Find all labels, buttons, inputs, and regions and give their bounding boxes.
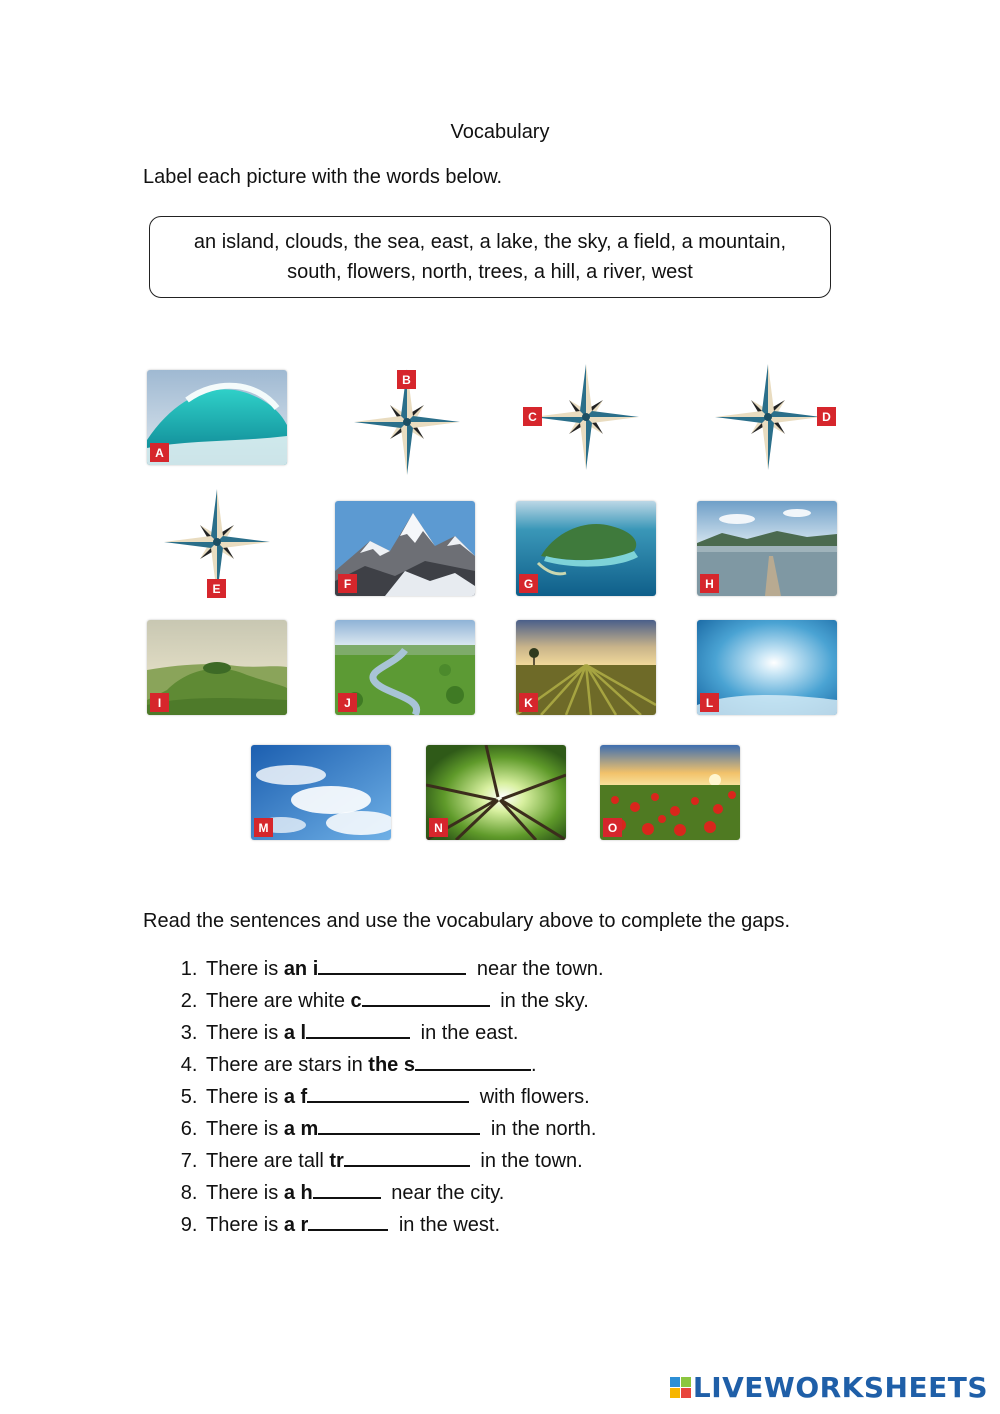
label-tag: O [603,818,622,837]
gap-blank[interactable] [318,1113,480,1135]
label-tag: J [338,693,357,712]
label-tag: E [207,579,226,598]
hint: c [350,990,362,1012]
sentence-8: 8. There is a h near the city. [203,1177,604,1209]
picture-j-river [335,620,475,715]
picture-o-flowers [600,745,740,840]
sentence-6: 6. There is a m in the north. [203,1113,604,1145]
logo-squares-icon [670,1377,691,1398]
picture-i-hill [147,620,287,715]
label-tag: H [700,574,719,593]
label-tag: N [429,818,448,837]
gaps-instruction: Read the sentences and use the vocabulary above to complete the gaps. [143,910,791,932]
word-bank [149,216,831,298]
sentence-4: 4. There are stars in the s . [203,1049,604,1081]
picture-h-lake [697,501,837,596]
compass-rose-icon [531,362,641,472]
picture-g-island [516,501,656,596]
label-tag: C [523,407,542,426]
label-tag: F [338,574,357,593]
label-tag: A [150,443,169,462]
label-tag: L [700,693,719,712]
hint: a r [283,1214,309,1236]
gap-blank[interactable] [344,1145,470,1167]
hint: a h [283,1182,313,1204]
liveworksheets-logo [670,1371,988,1404]
hint: a l [283,1022,307,1044]
compass-e-south [162,487,272,597]
gap-blank[interactable] [307,1081,469,1103]
label-tag: D [817,407,836,426]
sentence-9: 9. There is a r in the west. [203,1209,604,1241]
picture-l-sky [697,620,837,715]
hint: tr [329,1150,344,1172]
sentence-5: 5. There is a f with flowers. [203,1081,604,1113]
gap-blank[interactable] [313,1177,381,1199]
picture-f-mountain [335,501,475,596]
label-instruction: Label each picture with the words below. [143,166,503,188]
label-tag: I [150,693,169,712]
sentence-1: 1. There is an i near the town. [203,953,604,985]
compass-b-north [352,367,462,477]
label-tag: K [519,693,538,712]
hint: the s [368,1054,415,1076]
label-tag: M [254,818,273,837]
gap-blank[interactable] [306,1017,410,1039]
compass-rose-icon [713,362,823,472]
word-bank-line-1: an island, clouds, the sea, east, a lake, the sky, a field, a mountain, [193,231,787,253]
word-bank-line-2: south, flowers, north, trees, a hill, a river, west [287,261,693,283]
sentence-3: 3. There is a l in the east. [203,1017,604,1049]
picture-m-clouds [251,745,391,840]
compass-c-west [528,362,641,472]
logo-text: LIVEWORKSHEETS [692,1371,988,1404]
sentence-2: 2. There are white c in the sky. [203,985,604,1017]
gap-blank[interactable] [362,985,490,1007]
compass-d-east [713,362,831,472]
sentence-list [155,953,604,1241]
gap-blank[interactable] [308,1209,388,1231]
page-title: Vocabulary [450,121,550,143]
label-tag: G [519,574,538,593]
picture-a-sea [147,370,287,465]
hint: a m [283,1118,319,1140]
sentence-7: 7. There are tall tr in the town. [203,1145,604,1177]
picture-k-field [516,620,656,715]
picture-n-trees [426,745,566,840]
hint: a f [283,1086,308,1108]
hint: an i [283,958,319,980]
gap-blank[interactable] [415,1049,531,1071]
gap-blank[interactable] [318,953,466,975]
label-tag: B [397,370,416,389]
